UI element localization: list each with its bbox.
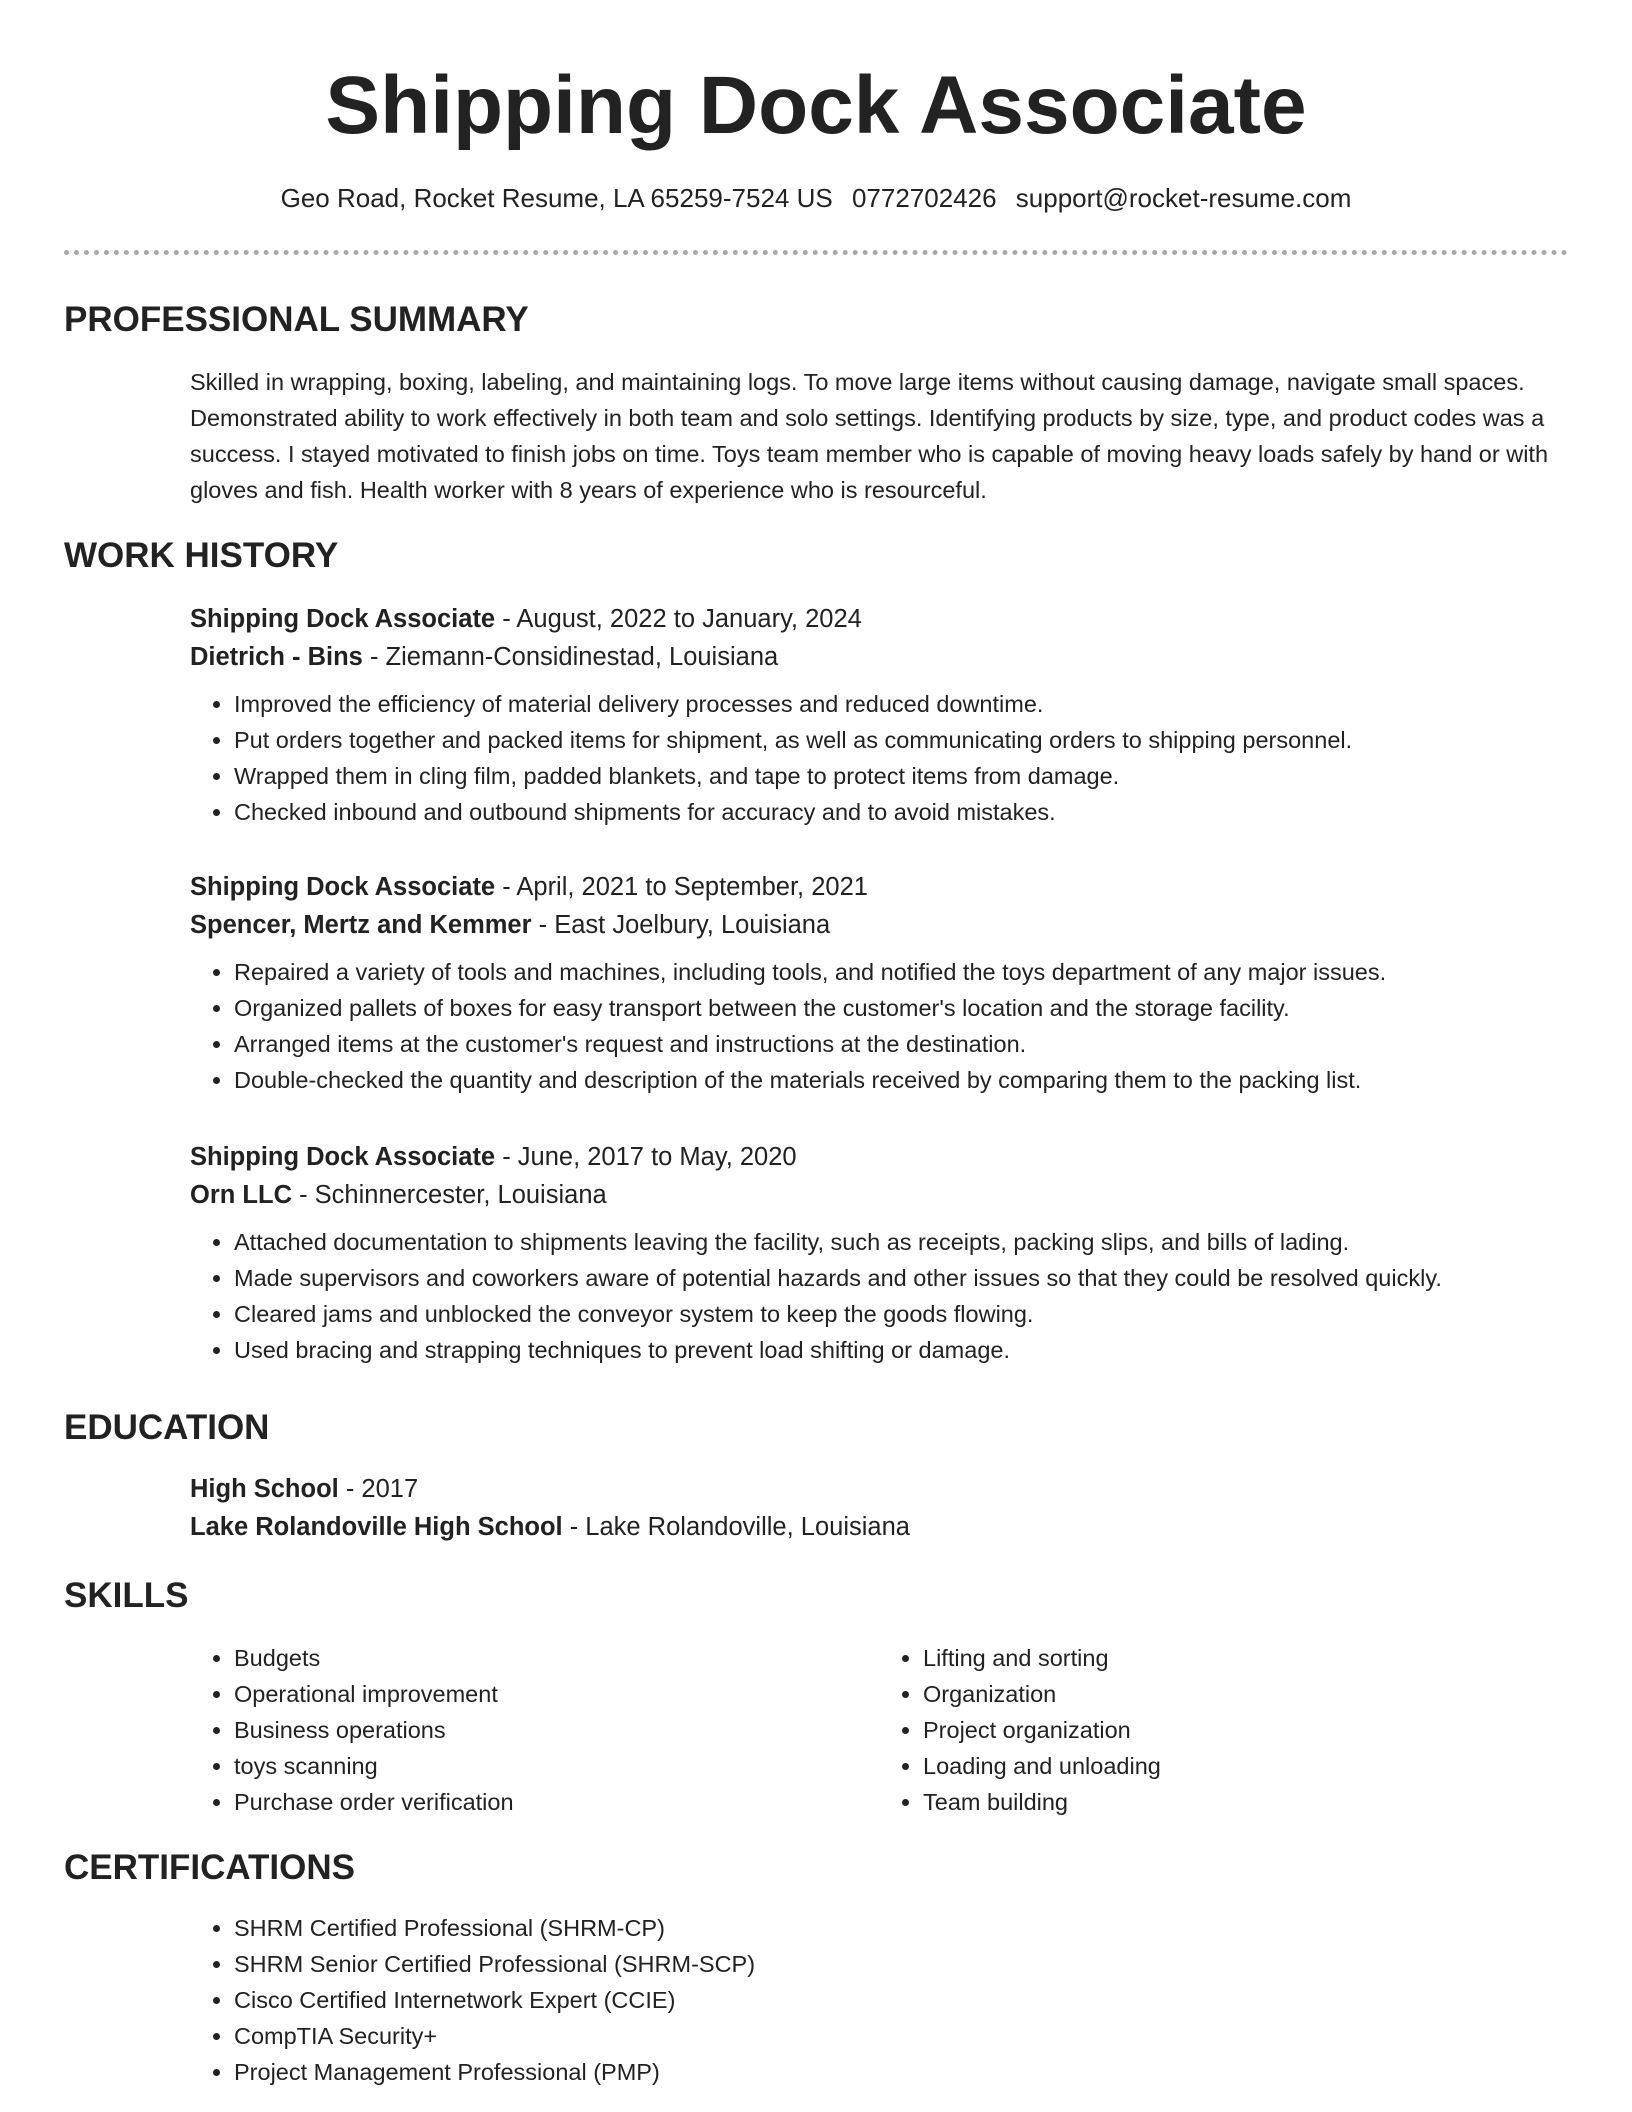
education-school-line [190,1508,1568,1546]
job-entry [190,1138,1568,1368]
list-item: • Repaired a variety of tools and machines, including tools, and notified the toys department of any major issues. [234,954,1568,990]
certifications-heading: CERTIFICATIONS [64,1848,356,1887]
list-item: • Cleared jams and unblocked the conveyor system to keep the goods flowing. [234,1296,1568,1332]
list-item: • Made supervisors and coworkers aware of potential hazards and other issues so that they could be resolved quickly. [234,1260,1568,1296]
job-company: Dietrich - Bins [190,643,363,671]
list-item: • Team building [923,1784,1568,1820]
job-title-line [190,868,1568,906]
education-school: Lake Rolandoville High School [190,1513,563,1541]
list-item: • Improved the efficiency of material delivery processes and reduced downtime. [234,686,1568,722]
contact-address: Geo Road, Rocket Resume, LA 65259-7524 US [280,183,833,213]
skills-list-left [190,1640,879,1820]
list-item: • SHRM Certified Professional (SHRM-CP) [234,1910,1568,1946]
skills-list-right [879,1640,1568,1820]
contact-line [0,180,1632,216]
education-degree: High School [190,1475,339,1503]
contact-email: support@rocket-resume.com [1015,183,1352,213]
list-item: • Organization [923,1676,1568,1712]
skills-columns [190,1640,1568,1820]
list-item: • Lifting and sorting [923,1640,1568,1676]
list-item: • Wrapped them in cling film, padded blankets, and tape to protect items from damage. [234,758,1568,794]
list-item: • Operational improvement [234,1676,879,1712]
education-entry [190,1470,1568,1546]
job-role: Shipping Dock Associate [190,873,496,901]
job-company: Orn LLC [190,1181,292,1209]
list-item: • Put orders together and packed items for shipment, as well as communicating orders to shipping personnel. [234,722,1568,758]
list-item: • Budgets [234,1640,879,1676]
list-item: • toys scanning [234,1748,879,1784]
education-year: - 2017 [338,1475,419,1503]
list-item: • Loading and unloading [923,1748,1568,1784]
certifications-list [190,1910,1568,2090]
list-item: • Purchase order verification [234,1784,879,1820]
job-company-line [190,1176,1568,1214]
contact-phone: 0772702426 [851,183,997,213]
job-dates: - June, 2017 to May, 2020 [495,1143,797,1171]
job-location: - Ziemann-Considinestad, Louisiana [362,643,779,671]
job-location: - East Joelbury, Louisiana [531,911,831,939]
list-item: • CompTIA Security+ [234,2018,1568,2054]
list-item: • Checked inbound and outbound shipments for accuracy and to avoid mistakes. [234,794,1568,830]
job-company-line [190,906,1568,944]
job-dates: - August, 2022 to January, 2024 [495,605,862,633]
skills-heading: SKILLS [64,1576,189,1615]
list-item: • Arranged items at the customer's request and instructions at the destination. [234,1026,1568,1062]
education-heading: EDUCATION [64,1408,270,1447]
list-item: • Attached documentation to shipments leaving the facility, such as receipts, packing slips, and bills of lading. [234,1224,1568,1260]
job-title-line [190,600,1568,638]
job-location: - Schinnercester, Louisiana [292,1181,607,1209]
job-role: Shipping Dock Associate [190,1143,496,1171]
list-item: • Project organization [923,1712,1568,1748]
list-item: • Project Management Professional (PMP) [234,2054,1568,2090]
list-item: • Cisco Certified Internetwork Expert (CCIE) [234,1982,1568,2018]
list-item: • Double-checked the quantity and description of the materials received by comparing them to the packing list. [234,1062,1568,1098]
summary-text: Skilled in wrapping, boxing, labeling, and maintaining logs. To move large items without causing damage, navigate small spaces. Demonstrated ability to work effectively in both team and solo settings. Identifying products by size, type, and product codes was a success. I stayed motivated to finish jobs on time. Toys team member who is capable of moving heavy loads safely by hand or with gloves and fish. Health worker with 8 years of experience who is resourceful. [190,369,1549,503]
work-history-heading: WORK HISTORY [64,536,339,575]
summary-heading: PROFESSIONAL SUMMARY [64,300,529,339]
list-item: • Business operations [234,1712,879,1748]
job-dates: - April, 2021 to September, 2021 [495,873,868,901]
education-location: - Lake Rolandoville, Louisiana [562,1513,910,1541]
header-divider [64,250,1568,255]
skills-section [190,1640,1568,1820]
job-bullets [190,954,1568,1098]
job-bullets [190,1224,1568,1368]
job-company: Spencer, Mertz and Kemmer [190,911,532,939]
job-company-line [190,638,1568,676]
certifications-section [190,1910,1568,2090]
candidate-name: Shipping Dock Associate [325,60,1307,151]
list-item: • Organized pallets of boxes for easy transport between the customer's location and the storage facility. [234,990,1568,1026]
job-role: Shipping Dock Associate [190,605,496,633]
job-title-line [190,1138,1568,1176]
job-entry [190,868,1568,1098]
list-item: • Used bracing and strapping techniques to prevent load shifting or damage. [234,1332,1568,1368]
job-entry [190,600,1568,830]
summary-section [190,364,1568,508]
education-degree-line [190,1470,1568,1508]
job-bullets [190,686,1568,830]
list-item: • SHRM Senior Certified Professional (SHRM-SCP) [234,1946,1568,1982]
